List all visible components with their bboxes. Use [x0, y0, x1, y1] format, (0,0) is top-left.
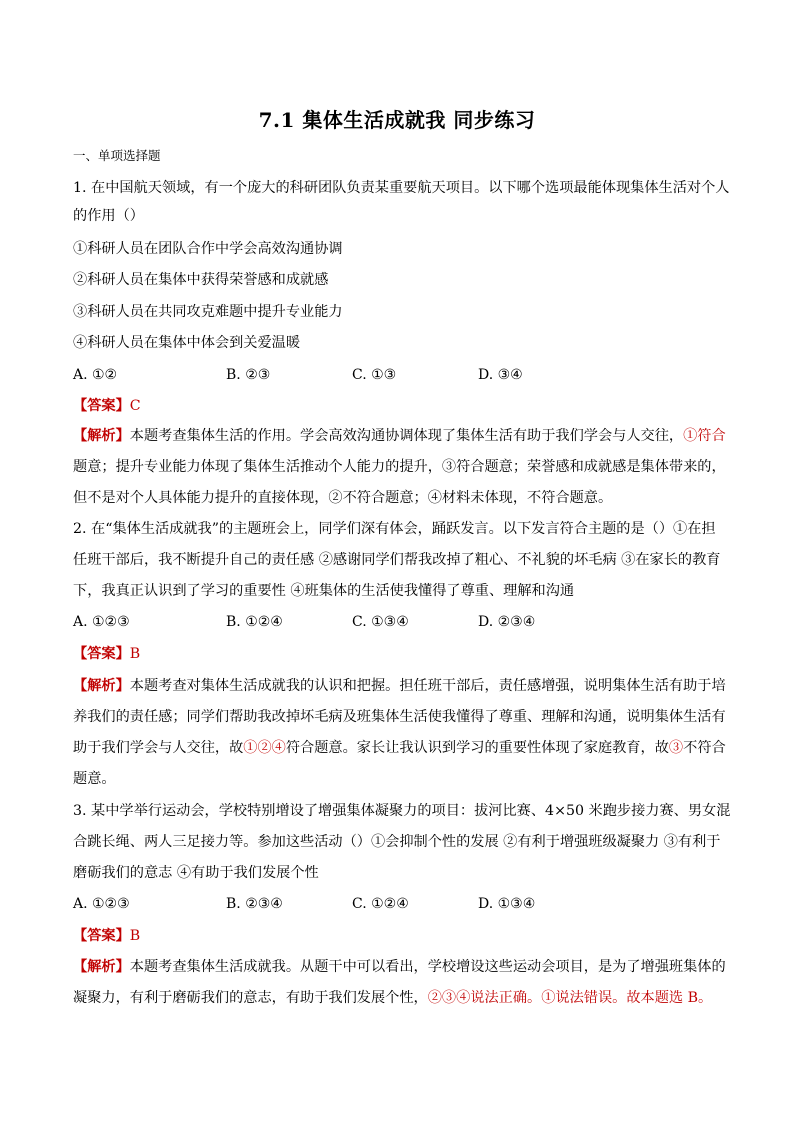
q2-analysis-line1 [73, 676, 726, 696]
q3-option-a: A. ①②③ [73, 896, 130, 912]
q1-stem-line2: 的作用（） [73, 208, 144, 224]
q3-stem-line1: 3. 某中学举行运动会，学校特别增设了增强集体凝聚力的项目：拔河比赛、4×50 米跑步接力赛、男女混 [73, 803, 731, 819]
q2-analysis-line2: 养我们的责任感；同学们帮助我改掉坏毛病及班集体生活使我懂得了尊重、理解和沟通，说明集体生活有 [73, 709, 726, 725]
q2-analysis-line4: 题意。 [73, 771, 116, 787]
answer-tag: 【答案】 [73, 646, 130, 662]
section-heading: 一、单项选择题 [73, 148, 161, 163]
q2-analysis-line3 [73, 738, 726, 758]
q3-analysis-line1 [73, 957, 726, 977]
analysis-highlight: ③ [668, 740, 684, 756]
answer-value: C [129, 398, 141, 414]
q3-stem-line3: 磨砺我们的意志 ④有助于我们发展个性 [73, 865, 319, 881]
q1-option-d: D. ③④ [478, 367, 523, 383]
q1-answer [73, 396, 721, 416]
analysis-tag: 【解析】 [73, 959, 130, 975]
analysis-text: 不符合 [683, 740, 726, 756]
q3-option-c: C. ①②④ [352, 896, 409, 912]
q3-stem-line2: 合跳长绳、两人三足接力等。参加这些活动（）①会抑制个性的发展 ②有利于增强班级凝聚力 ③有利于 [73, 834, 721, 850]
answer-tag: 【答案】 [73, 398, 130, 414]
analysis-highlight: ②③④说法正确。①说法错误。故本题选 B。 [427, 990, 713, 1006]
analysis-highlight: ①②④ [243, 740, 286, 756]
q3-option-b: B. ②③④ [226, 896, 283, 912]
answer-value: B [129, 646, 141, 662]
analysis-text: 助于我们学会与人交往，故 [73, 740, 244, 756]
q2-stem-line1: 2. 在“集体生活成就我”的主题班会上，同学们深有体会，踊跃发言。以下发言符合主题的是（）①在担 [73, 521, 716, 537]
q1-item-3: ③科研人员在共同攻克难题中提升专业能力 [73, 304, 343, 320]
analysis-tag: 【解析】 [73, 428, 130, 444]
q1-analysis-line1 [73, 426, 726, 446]
q1-item-2: ②科研人员在集体中获得荣誉感和成就感 [73, 272, 329, 288]
q1-analysis-line2: 题意；提升专业能力体现了集体生活推动个人能力的提升，③符合题意；荣誉感和成就感是集体带来的， [73, 459, 726, 475]
q2-option-b: B. ①②④ [226, 614, 283, 630]
analysis-text: 符合题意。家长让我认识到学习的重要性体现了家庭教育，故 [285, 740, 669, 756]
q1-item-4: ④科研人员在集体中体会到关爱温暖 [73, 335, 301, 351]
analysis-tag: 【解析】 [73, 678, 130, 694]
q1-option-c: C. ①③ [352, 367, 397, 383]
analysis-text: 本题考查对集体生活成就我的认识和把握。担任班干部后，责任感增强，说明集体生活有助于培 [129, 678, 726, 694]
q1-item-1: ①科研人员在团队合作中学会高效沟通协调 [73, 241, 343, 257]
q2-stem-line2: 任班干部后，我不断提升自己的责任感 ②感谢同学们帮我改掉了粗心、不礼貌的坏毛病 ③在家长的教育 [73, 552, 721, 568]
analysis-highlight: ①符合 [683, 428, 726, 444]
q2-option-a: A. ①②③ [73, 614, 130, 630]
q1-stem-line1: 1. 在中国航天领域，有一个庞大的科研团队负责某重要航天项目。以下哪个选项最能体现集体生活对个人 [73, 180, 730, 196]
q2-option-d: D. ②③④ [478, 614, 536, 630]
q1-option-b: B. ②③ [226, 367, 271, 383]
answer-tag: 【答案】 [73, 928, 130, 944]
analysis-text: 本题考查集体生活的作用。学会高效沟通协调体现了集体生活有助于我们学会与人交往， [129, 428, 684, 444]
analysis-text: 本题考查集体生活成就我。从题干中可以看出，学校增设这些运动会项目，是为了增强班集体的 [129, 959, 726, 975]
q3-option-d: D. ①③④ [478, 896, 536, 912]
q3-analysis-line2 [73, 988, 721, 1008]
q3-answer [73, 926, 721, 946]
q1-option-a: A. ①② [73, 367, 118, 383]
q2-stem-line3: 下，我真正认识到了学习的重要性 ④班集体的生活使我懂得了尊重、理解和沟通 [73, 583, 575, 599]
page-title: 7.1 集体生活成就我 同步练习 [258, 108, 536, 132]
q2-option-c: C. ①③④ [352, 614, 409, 630]
q2-answer [73, 644, 721, 664]
analysis-text: 凝聚力，有利于磨砺我们的意志，有助于我们发展个性， [73, 990, 428, 1006]
q1-analysis-line3: 但不是对个人具体能力提升的直接体现，②不符合题意；④材料未体现，不符合题意。 [73, 490, 613, 506]
answer-value: B [129, 928, 141, 944]
